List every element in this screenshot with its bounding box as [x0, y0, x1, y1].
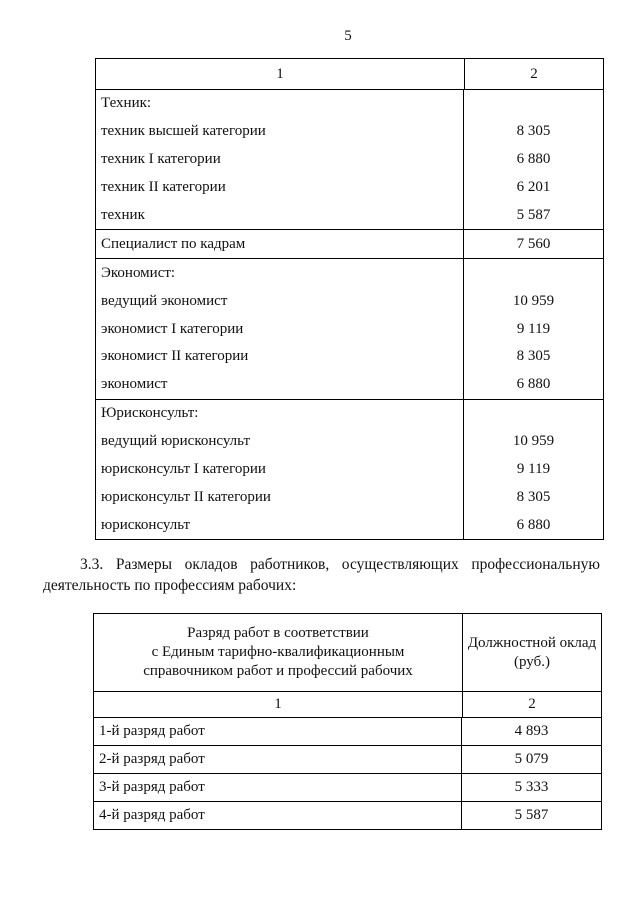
row-label: юрисконсульт I категории — [96, 456, 464, 484]
table-row — [96, 511, 603, 539]
row-value: 7 560 — [516, 235, 551, 252]
row-label: юрисконсульт — [96, 511, 464, 539]
row-value: 6 880 — [516, 151, 551, 168]
row-value: 5 587 — [516, 207, 551, 223]
salaries-table — [95, 58, 604, 540]
row-label: техник II категории — [96, 174, 464, 202]
row-label: 4-й разряд работ — [94, 802, 462, 829]
table-row — [94, 773, 601, 801]
row-value: 9 119 — [516, 461, 551, 478]
table-row — [96, 90, 603, 118]
row-label: техник I категории — [96, 146, 464, 174]
table-row — [96, 118, 603, 146]
subheader-column-2: 2 — [528, 696, 536, 712]
row-value: 8 305 — [516, 123, 551, 140]
row-label: экономист II категории — [96, 343, 464, 371]
salary-column-header — [463, 614, 601, 691]
table-row — [96, 229, 603, 258]
table-row — [96, 258, 603, 287]
page-number: 5 — [344, 28, 352, 44]
work-grades-header-row — [94, 614, 601, 692]
header-line: (руб.) — [514, 653, 550, 670]
row-label: Техник: — [96, 90, 464, 118]
row-value: 6 880 — [516, 516, 551, 533]
subheader-column-1: 1 — [94, 692, 463, 717]
table-row — [96, 287, 603, 315]
table-row — [96, 371, 603, 399]
row-label: экономист — [96, 371, 464, 399]
work-grades-table — [93, 613, 602, 830]
row-value: 9 119 — [516, 320, 551, 337]
row-label: ведущий юрисконсульт — [96, 428, 464, 456]
table-row — [96, 343, 603, 371]
table-row — [96, 399, 603, 428]
table-row — [96, 456, 603, 484]
section-3-3-paragraph — [43, 554, 600, 596]
row-value: 10 959 — [512, 292, 555, 309]
table-row — [94, 801, 601, 829]
row-value: 8 305 — [516, 348, 551, 365]
table-row — [94, 717, 601, 745]
table-row — [96, 174, 603, 202]
work-grades-table-body — [94, 717, 601, 829]
work-grades-subheader-row — [94, 692, 601, 717]
row-value: 6 201 — [516, 179, 551, 196]
row-label: Специалист по кадрам — [96, 230, 464, 258]
row-label: техник высшей категории — [96, 118, 464, 146]
header-line: Должностной оклад — [467, 634, 597, 651]
table-row — [96, 483, 603, 511]
row-label: экономист I категории — [96, 315, 464, 343]
row-value: 5 079 — [514, 751, 549, 767]
row-value: 5 333 — [514, 779, 549, 795]
salaries-table-header-row — [96, 59, 603, 90]
column-1-header-label: 1 — [276, 65, 284, 82]
table-row — [96, 202, 603, 230]
row-value: 8 305 — [516, 488, 551, 505]
column-1-header — [96, 59, 465, 89]
row-label: 1-й разряд работ — [94, 718, 462, 745]
column-2-header — [465, 59, 603, 89]
row-label: юрисконсульт II категории — [96, 483, 464, 511]
table-row — [96, 146, 603, 174]
row-label: Экономист: — [96, 259, 464, 287]
row-label: Юрисконсульт: — [96, 400, 464, 428]
salaries-table-body — [96, 90, 603, 539]
row-label: 2-й разряд работ — [94, 746, 462, 773]
row-value: 4 893 — [514, 723, 549, 739]
header-line: справочником работ и профессий рабочих — [143, 663, 413, 679]
row-value: 6 880 — [516, 376, 551, 393]
row-label: техник — [96, 202, 464, 230]
row-label: 3-й разряд работ — [94, 774, 462, 801]
column-2-header-label: 2 — [530, 65, 538, 82]
row-value: 10 959 — [512, 433, 555, 450]
header-line: Разряд работ в соответствии — [187, 625, 369, 641]
paragraph-line-2: деятельность по профессиям рабочих: — [43, 577, 297, 594]
row-label: ведущий экономист — [96, 287, 464, 315]
header-line: с Единым тарифно-квалификационным — [151, 644, 405, 660]
grade-column-header — [94, 614, 463, 691]
row-value: 5 587 — [514, 807, 549, 823]
table-row — [96, 315, 603, 343]
table-row — [94, 745, 601, 773]
table-row — [96, 428, 603, 456]
paragraph-line-1: 3.3. Размеры окладов работников, осуществляющих профессиональную — [80, 556, 600, 573]
